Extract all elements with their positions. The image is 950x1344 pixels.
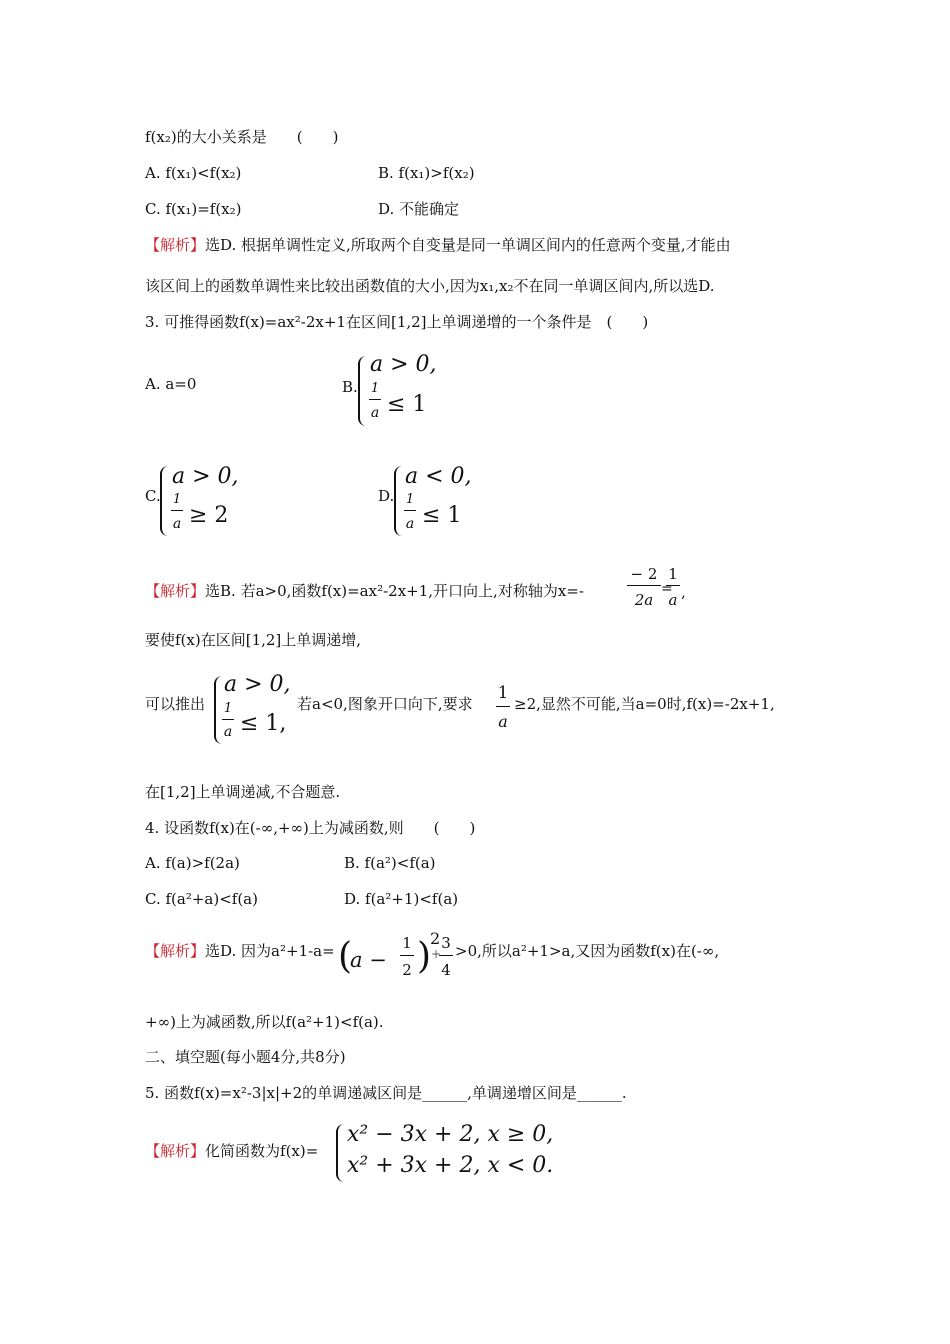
axis-den1: 2a [634,591,654,609]
solution-2-text: 选D. 根据单调性定义,所取两个自变量是同一单调区间内的任意两个变量,才能由 [205,236,731,254]
axis-den2: a [668,591,678,609]
question-5: 5. 函数f(x)=x²-3|x|+2的单调递减区间是______,单调递增区间是______. [145,1084,627,1102]
solution-4-cont: >0,所以a²+1>a,又因为函数f(x)在(-∞, [455,942,720,960]
q3-b-rel: ≤ 1 [387,392,427,417]
q3-c-den: a [172,516,182,532]
solution-4 [145,941,335,961]
axis-num2: 1 [668,565,678,583]
square-num: 1 [402,934,412,952]
section-heading: 二、填空题(每小题4分,共8分) [145,1048,346,1066]
q3-c-line1: a > 0, [172,464,239,489]
axis-bar2 [666,585,680,586]
q3-d-rel: ≤ 1 [422,503,462,528]
q3-option-c-label: C. [145,487,161,505]
analysis-tag: 【解析】 [145,1142,206,1160]
derive-rel: ≤ 1, [240,711,287,736]
analysis-tag: 【解析】 [145,942,206,960]
q4-option-a: A. f(a)>f(2a) [145,854,240,872]
q3-d-den: a [405,516,415,532]
q3-option-b-label: B. [342,378,358,396]
derive-den: a [223,724,233,740]
q3-b-num: 1 [370,381,380,396]
solution-3 [145,581,584,601]
solution-3-cont: 要使f(x)在区间[1,2]上单调递增, [145,631,362,649]
analysis-tag: 【解析】 [145,582,206,600]
solution-3-text: 选B. 若a>0,函数f(x)=ax²-2x+1,开口向上,对称轴为x=- [205,582,584,600]
paren-right: ) [417,936,432,977]
piecewise-line1: x² − 3x + 2, x ≥ 0, [347,1122,554,1147]
q3-b-bar [369,399,381,400]
q3-option-a: A. a=0 [145,375,197,393]
question-4: 4. 设函数f(x)在(-∞,+∞)上为减函数,则 ( ) [145,819,476,837]
axis-num1: − 2 [630,565,658,583]
axis-comma: , [681,583,686,601]
q3-d-line1: a < 0, [405,464,472,489]
req-num: 1 [497,683,509,703]
req-bar [496,706,510,707]
option-d: D. 不能确定 [378,200,460,218]
q4-option-b: B. f(a²)<f(a) [344,854,436,872]
plus-bar [439,955,453,956]
option-c: C. f(x₁)=f(x₂) [145,200,242,218]
q4-option-d: D. f(a²+1)<f(a) [344,890,459,908]
solution-3-end: 在[1,2]上单调递减,不合题意. [145,783,341,801]
derive-line1: a > 0, [224,672,291,697]
q3-b-brace [358,356,366,426]
solution-3-neg: 若a<0,图象开口向下,要求 [297,695,473,713]
solution-4-text: 选D. 因为a²+1-a= [205,942,335,960]
option-a: A. f(x₁)<f(x₂) [145,164,242,182]
plus-sign: + [431,947,442,961]
q3-d-num: 1 [405,492,415,507]
piecewise-line2: x² + 3x + 2, x < 0. [347,1153,554,1178]
square-exp: 2 [430,929,441,948]
q3-b-line1: a > 0, [370,352,437,377]
solution-2-cont: 该区间上的函数单调性来比较出函数值的大小,因为x₁,x₂不在同一单调区间内,所以选D. [145,277,715,295]
axis-eq: = [661,581,673,597]
solution-5-text: 化简函数为f(x)= [205,1142,319,1160]
q3-c-rel: ≥ 2 [189,503,229,528]
req-den: a [498,712,508,731]
solution-3-zero: ≥2,显然不可能,当a=0时,f(x)=-2x+1, [514,695,775,713]
solution-2 [145,235,731,255]
plus-den: 4 [441,961,451,979]
q3-option-d-label: D. [378,487,395,505]
square-a: a − [350,948,387,972]
question-3: 3. 可推得函数f(x)=ax²-2x+1在区间[1,2]上单调递增的一个条件是 ( ) [145,313,649,331]
plus-num: 3 [441,934,451,952]
derive-num: 1 [223,701,233,716]
square-den: 2 [402,961,412,979]
q4-option-c: C. f(a²+a)<f(a) [145,890,258,908]
q3-b-den: a [370,405,380,421]
q3-c-bar [171,510,183,511]
q3-c-num: 1 [172,492,182,507]
derive-bar [222,719,234,720]
paren-left: ( [338,936,353,977]
solution-3-derive: 可以推出 [145,695,206,713]
option-stem: f(x₂)的大小关系是 ( ) [145,128,339,146]
solution-4-end: +∞)上为减函数,所以f(a²+1)<f(a). [145,1013,384,1031]
axis-bar1 [627,585,661,586]
q3-c-brace [160,466,168,536]
analysis-tag: 【解析】 [145,236,206,254]
solution-5 [145,1141,318,1161]
option-b: B. f(x₁)>f(x₂) [378,164,475,182]
q3-d-bar [404,510,416,511]
square-bar [400,955,414,956]
piecewise-brace [336,1124,344,1182]
q3-d-brace [394,466,402,536]
